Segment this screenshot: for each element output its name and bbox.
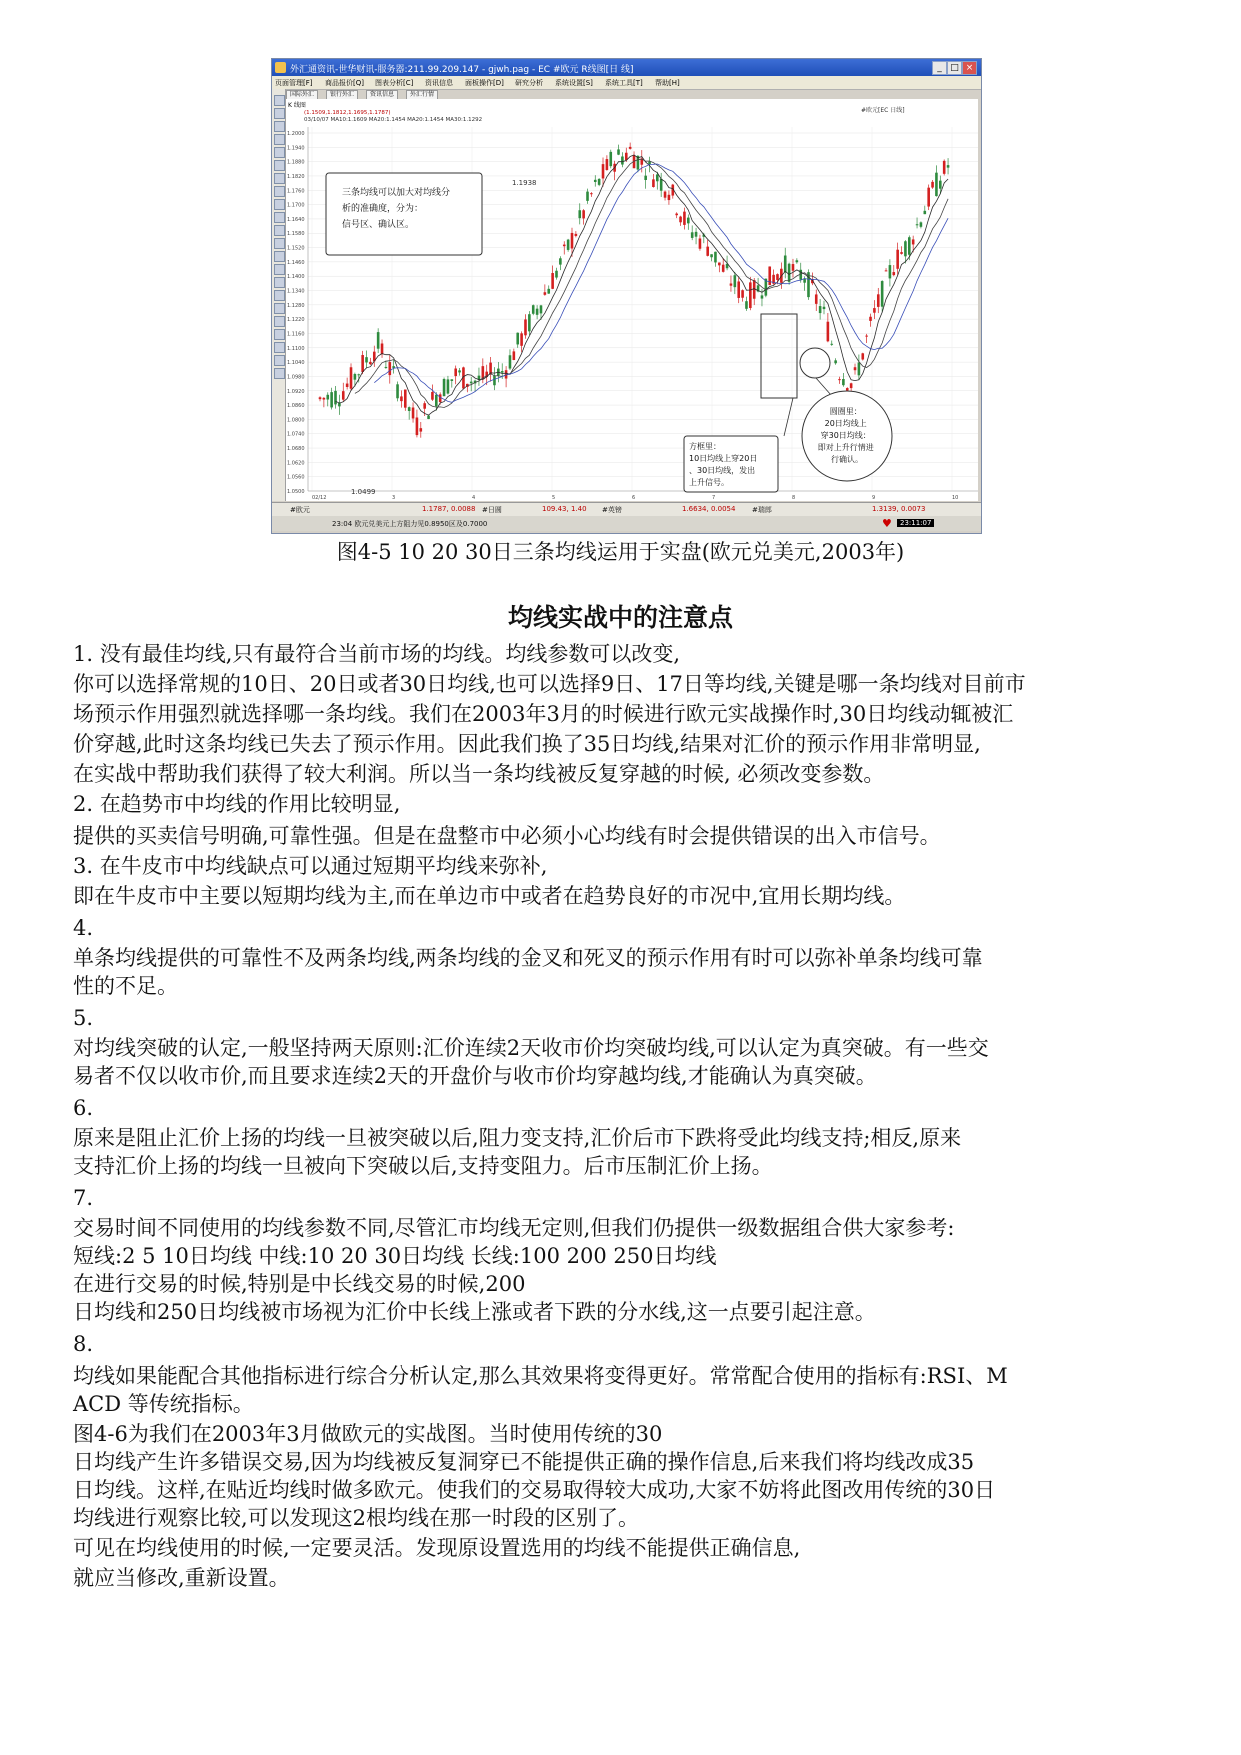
chart-header-2: (1.1509,1.1812,1.1695,1.1787) [304, 110, 391, 116]
y-tick-label: 1.1400 [287, 274, 305, 281]
body-line: ACD 等传统指标。 [73, 1392, 254, 1416]
y-tick-label: 1.0980 [287, 374, 305, 381]
candle-body [912, 239, 915, 244]
candle-body [935, 173, 938, 196]
candle-body [423, 403, 426, 409]
candle-body [396, 384, 399, 398]
candle-body [629, 147, 632, 149]
confirm-circle [800, 348, 830, 378]
window-title: 外汇通资讯-世华财讯-服务器:211.99.209.147 - gjwh.pag - EC #欧元 R线图[日 线] [290, 65, 634, 75]
candle-body [877, 294, 880, 307]
candle-body [420, 428, 423, 431]
y-tick-label: 1.1220 [287, 317, 305, 324]
body-line: 均线进行观察比较,可以发现这2根均线在那一时段的区别了。 [73, 1506, 640, 1530]
candle-body [571, 233, 574, 249]
x-tick-label: 5 [552, 495, 556, 501]
body-line: 5. [73, 1006, 94, 1030]
candle-body [319, 397, 322, 399]
candle-body [830, 344, 833, 345]
candle-body [904, 241, 907, 256]
app-icon [275, 62, 286, 73]
body-line: 性的不足。 [73, 974, 178, 998]
body-line: 在实战中帮助我们获得了较大利润。所以当一条均线被反复穿越的时候, 必须改变参数。 [73, 762, 885, 786]
quote-value: 109.43, 1.40 [542, 505, 587, 513]
toolbar-button-icon[interactable] [274, 368, 285, 379]
candle-body [575, 234, 578, 236]
candle-body [861, 353, 864, 359]
toolbar-button-icon[interactable] [274, 225, 285, 236]
candle-body [431, 392, 434, 400]
candle-body [555, 271, 558, 278]
y-tick-label: 1.1640 [287, 216, 305, 223]
candle-body [528, 314, 531, 331]
y-tick-label: 1.0560 [287, 474, 305, 481]
chart-screenshot [271, 58, 982, 534]
body-line: 提供的买卖信号明确,可靠性强。但是在盘整市中必须小心均线有时会提供错误的出入市信号。 [73, 824, 941, 848]
toolbar-button-icon[interactable] [274, 251, 285, 262]
candle-body [745, 301, 748, 309]
candle-body [586, 192, 589, 201]
candle-body [881, 281, 884, 307]
candle-body [834, 360, 837, 363]
y-tick-label: 1.1940 [287, 145, 305, 152]
candle-body [617, 149, 620, 154]
y-tick-label: 1.2000 [287, 131, 305, 137]
candle-body [540, 305, 543, 313]
x-tick-label: 6 [632, 495, 636, 501]
y-tick-label: 1.1040 [287, 360, 305, 367]
candle-body [664, 192, 667, 198]
status-bar [272, 516, 981, 531]
body-line: 日均线。这样,在贴近均线时做多欧元。使我们的交易取得较大成功,大家不妨将此图改用传统的30日 [73, 1478, 996, 1502]
candle-body [660, 179, 663, 191]
chart-header-3: 03/10/07 MA10:1.1609 MA20:1.1454 MA20:1.1454 MA30:1.1292 [304, 117, 483, 123]
candle-body [706, 247, 709, 256]
x-tick-label: 8 [792, 495, 796, 501]
body-line: 支持汇价上扬的均线一旦被向下突破以后,支持变阻力。后市压制汇价上扬。 [73, 1154, 773, 1178]
menu-item[interactable]: 帮助[H] [655, 79, 680, 87]
candle-body [846, 388, 849, 390]
candle-body [823, 307, 826, 309]
y-tick-label: 1.1880 [287, 159, 305, 166]
candle-body [749, 282, 752, 308]
candle-body [916, 224, 919, 225]
candle-body [714, 252, 717, 263]
candle-body [722, 265, 725, 272]
candle-body [493, 376, 496, 386]
toolbar-button-icon[interactable] [274, 186, 285, 197]
toolbar-button-icon[interactable] [274, 329, 285, 340]
candle-body [699, 238, 702, 248]
chart-header-right: #欧元[EC 日线] [861, 107, 905, 114]
candle-body [691, 232, 694, 238]
x-tick-label: 10 [952, 495, 959, 501]
body-line: 短线:2 5 10日均线 中线:10 20 30日均线 长线:100 200 250日均线 [73, 1244, 717, 1268]
body-line: 可见在均线使用的时候,一定要灵活。发现原设置选用的均线不能提供正确信息, [73, 1536, 801, 1560]
quote-symbol[interactable]: #英镑 [602, 506, 622, 514]
candle-body [842, 379, 845, 385]
candle-body [594, 180, 597, 182]
body-line: 图4-6为我们在2003年3月做欧元的实战图。当时使用传统的30 [73, 1422, 663, 1446]
y-tick-label: 1.1340 [287, 288, 305, 295]
candle-body [920, 222, 923, 226]
candle-body [563, 245, 566, 247]
candle-body [854, 367, 857, 370]
toolbar-button-icon[interactable] [274, 264, 285, 275]
candle-body [796, 260, 799, 262]
y-tick-label: 1.0800 [287, 417, 305, 424]
candle-body [648, 162, 651, 165]
y-tick-label: 1.1700 [287, 202, 305, 209]
y-tick-label: 1.0920 [287, 388, 305, 395]
tab-fx-quotes[interactable]: 外汇行情 [406, 90, 438, 100]
figure-caption: 图4-5 10 20 30日三条均线运用于实盘(欧元兑美元,2003年) [336, 540, 905, 564]
candle-body [947, 165, 950, 168]
body-line: 1. 没有最佳均线,只有最符合当前市场的均线。均线参数可以改变, [73, 642, 681, 666]
body-line: 原来是阻止汇价上扬的均线一旦被突破以后,阻力变支持,汇价后市下跌将受此均线支持;相反,原来 [73, 1126, 962, 1150]
candle-body [427, 416, 430, 419]
candle-body [330, 392, 333, 407]
body-line: 8. [73, 1332, 94, 1356]
annotation-square-text: 方框里： 10日均线上穿20日 、30日均线，发出 上升信号。 [689, 442, 758, 487]
candle-body [334, 391, 337, 405]
candle-body [590, 193, 593, 194]
candle-body [621, 156, 624, 164]
x-tick-label: 9 [872, 495, 876, 501]
menu-item[interactable]: 研究分析 [515, 79, 543, 87]
candle-body [900, 252, 903, 254]
candle-body [896, 250, 899, 269]
candle-body [346, 384, 349, 387]
candle-body [435, 395, 438, 407]
candle-body [858, 363, 861, 376]
candle-body [408, 407, 411, 411]
candle-body [609, 152, 612, 166]
callout-line [784, 398, 793, 436]
y-tick-label: 1.1100 [287, 345, 305, 352]
candle-body [357, 374, 360, 375]
toolbar-button-icon[interactable] [274, 173, 285, 184]
candle-body [354, 374, 357, 380]
menu-item[interactable]: 系统工具[T] [605, 79, 643, 87]
high-label: 1.1938 [512, 179, 537, 187]
candle-body [388, 362, 391, 375]
candle-body [892, 272, 895, 275]
candle-body [850, 383, 853, 388]
toolbar-button-icon[interactable] [274, 342, 285, 353]
candle-body [578, 210, 581, 218]
signal-square [761, 314, 797, 398]
candle-body [687, 218, 690, 224]
candle-body [652, 179, 655, 187]
candle-body [656, 174, 659, 181]
y-tick-label: 1.1460 [287, 259, 305, 266]
candle-body [458, 370, 461, 372]
menu-item[interactable]: 系统设置[S] [555, 79, 593, 87]
candle-body [602, 164, 605, 178]
body-line: 场预示作用强烈就选择哪一条均线。我们在2003年3月的时候进行欧元实战操作时,30日均线动辄被汇 [73, 702, 1014, 726]
candle-body [365, 357, 368, 362]
candle-body [927, 188, 930, 207]
candle-body [443, 379, 446, 396]
candle-body [447, 379, 450, 393]
candle-body [470, 382, 473, 384]
candle-body [761, 295, 764, 298]
menubar [272, 76, 981, 90]
candle-body [536, 309, 539, 315]
candle-body [803, 279, 806, 283]
body-line: 7. [73, 1186, 94, 1210]
quote-symbol[interactable]: #瑞郎 [752, 506, 772, 514]
toolbar-button-icon[interactable] [274, 121, 285, 132]
status-clock: 23:11:07 [897, 519, 934, 527]
close-icon[interactable]: × [962, 61, 977, 75]
candle-body [532, 305, 535, 314]
callout-line [816, 378, 831, 395]
candle-body [582, 210, 585, 218]
candle-body [524, 319, 527, 335]
x-tick-label: 3 [392, 495, 396, 501]
minimize-icon[interactable]: _ [932, 61, 947, 75]
body-line: 日均线产生许多错误交易,因为均线被反复洞穿已不能提供正确的操作信息,后来我们将均线改成35 [73, 1450, 975, 1474]
quote-value: 1.1787, 0.0088 [422, 505, 476, 513]
body-line: 6. [73, 1096, 94, 1120]
candle-body [392, 366, 395, 368]
candle-body [516, 333, 519, 345]
candle-body [404, 390, 407, 408]
candle-body [675, 214, 678, 216]
candle-body [710, 254, 713, 257]
candle-body [819, 306, 822, 313]
tab-bank-fx[interactable]: 银行外汇 [326, 90, 358, 100]
annotation-circle-text: 圆圈里： 20日均线上 穿30日均线： 即对上升行情进 行确认。 [817, 407, 874, 464]
candle-body [559, 258, 562, 264]
candle-body [679, 217, 682, 223]
candle-body [416, 418, 419, 436]
menu-item[interactable]: 图表分析[C] [375, 79, 414, 87]
candle-body [606, 159, 609, 170]
tab-intl-fx[interactable]: 国际外汇 [286, 90, 318, 100]
toolbar-button-icon[interactable] [274, 316, 285, 327]
body-line: 即在牛皮市中主要以短期均线为主,而在单边市中或者在趋势良好的市况中,宜用长期均线。 [73, 884, 906, 908]
candle-body [788, 264, 791, 282]
body-line: 就应当修改,重新设置。 [73, 1566, 290, 1590]
candle-body [513, 351, 516, 360]
body-line: 你可以选择常规的10日、20日或者30日均线,也可以选择9日、17日等均线,关键是哪一条均线对目前市 [73, 672, 1026, 696]
candle-body [350, 367, 353, 388]
candle-body [873, 308, 876, 313]
candle-body [544, 292, 547, 295]
y-tick-label: 1.1280 [287, 302, 305, 309]
candle-body [598, 179, 601, 185]
x-tick-label: 02/12 [312, 495, 327, 501]
candle-body [734, 275, 737, 287]
candle-body [784, 256, 787, 273]
toolbar-button-icon[interactable] [274, 290, 285, 301]
body-line: 价穿越,此时这条均线已失去了预示作用。因此我们换了35日均线,结果对汇价的预示作用非常明显, [73, 732, 981, 756]
menu-item[interactable]: 面板操作[D] [465, 79, 504, 87]
candle-body [567, 240, 570, 250]
section-title: 均线实战中的注意点 [507, 603, 733, 632]
candle-body [718, 263, 721, 266]
candle-body [931, 182, 934, 188]
tab-news[interactable]: 资讯信息 [366, 90, 398, 100]
body-line: 交易时间不同使用的均线参数不同,尽管汇市均线无定则,但我们仍提供一级数据组合供大家参考: [73, 1216, 955, 1240]
x-tick-label: 4 [472, 495, 476, 501]
y-tick-label: 1.1520 [287, 245, 305, 252]
low-label: 1.0499 [351, 488, 376, 496]
toolbar-button-icon[interactable] [274, 212, 285, 223]
toolbar-button-icon[interactable] [274, 147, 285, 158]
candle-body [869, 317, 872, 321]
candle-body [323, 398, 326, 400]
candle-body [768, 266, 771, 285]
candle-body [501, 371, 504, 373]
candle-body [908, 237, 911, 255]
toolbar-button-icon[interactable] [274, 95, 285, 106]
menu-item[interactable]: 商品报价[Q] [325, 79, 364, 87]
candle-body [838, 379, 841, 380]
annotation-main-text: 三条均线可以加大对均线分 析的准确度，分为： 信号区、确认区。 [342, 188, 451, 230]
candle-body [865, 336, 868, 337]
candle-body [381, 344, 384, 355]
candle-body [547, 289, 550, 294]
candle-body [815, 294, 818, 303]
body-line: 在进行交易的时候,特别是中长线交易的时候,200 [73, 1272, 526, 1296]
candle-body [939, 181, 942, 189]
candle-body [730, 283, 733, 285]
quote-value: 1.6634, 0.0054 [682, 505, 736, 513]
toolbar-button-icon[interactable] [274, 160, 285, 171]
quote-symbol[interactable]: #日圆 [482, 506, 502, 514]
quote-bar [272, 502, 981, 516]
y-tick-label: 1.0500 [287, 489, 305, 495]
body-line: 均线如果能配合其他指标进行综合分析认定,那么其效果将变得更好。常常配合使用的指标有:RSI、M [73, 1364, 1008, 1388]
chart-header-1: K 线图 [288, 102, 306, 109]
candle-body [326, 395, 329, 400]
toolbar-button-icon[interactable] [274, 355, 285, 366]
candle-body [520, 333, 523, 345]
toolbar-button-icon[interactable] [274, 134, 285, 145]
candle-body [792, 264, 795, 271]
toolbar-button-icon[interactable] [274, 238, 285, 249]
candle-body [451, 379, 454, 381]
y-tick-label: 1.0680 [287, 446, 305, 453]
candle-body [924, 211, 927, 214]
candle-body [644, 176, 647, 180]
y-tick-label: 1.1760 [287, 188, 305, 195]
candle-body [551, 273, 554, 289]
menu-item[interactable]: 页面管理[F] [275, 79, 313, 87]
candle-body [668, 195, 671, 200]
chart-area [286, 99, 978, 501]
body-line: 日均线和250日均线被市场视为汇价中长线上涨或者下跌的分水线,这一点要引起注意。 [73, 1300, 876, 1324]
y-tick-label: 1.0740 [287, 431, 305, 438]
candle-body [412, 408, 415, 419]
candle-body [342, 391, 345, 400]
maximize-icon[interactable]: □ [947, 61, 962, 75]
status-news: 23:04 欧元兑美元上方阻力见0.8950区及0.7000 [332, 520, 488, 528]
candle-body [885, 270, 888, 271]
body-line: 4. [73, 916, 94, 940]
x-tick-label: 7 [712, 495, 716, 501]
body-line: 3. 在牛皮市中均线缺点可以通过短期平均线来弥补, [73, 854, 548, 878]
candlestick-chart [286, 99, 978, 501]
toolbar-button-icon[interactable] [274, 277, 285, 288]
body-line: 易者不仅以收市价,而且要求连续2天的开盘价与收市价均穿越均线,才能确认为真突破。 [73, 1064, 877, 1088]
candle-body [509, 355, 512, 368]
toolbar-button-icon[interactable] [274, 108, 285, 119]
candle-body [400, 396, 403, 401]
window-titlebar [272, 59, 981, 76]
candle-body [943, 161, 946, 174]
annotation-main-box [326, 173, 482, 255]
quote-symbol[interactable]: #欧元 [290, 506, 310, 514]
side-toolbar [272, 89, 286, 501]
candle-body [741, 290, 744, 298]
candle-body [889, 265, 892, 278]
toolbar-button-icon[interactable] [274, 303, 285, 314]
y-tick-label: 1.1820 [287, 173, 305, 180]
candle-body [776, 274, 779, 280]
candle-body [369, 362, 372, 364]
candle-body [454, 368, 457, 376]
y-tick-label: 1.0620 [287, 460, 305, 467]
candle-body [737, 281, 740, 297]
y-tick-label: 1.0860 [287, 403, 305, 410]
candle-body [827, 322, 830, 342]
candle-body [695, 232, 698, 237]
toolbar-button-icon[interactable] [274, 199, 285, 210]
body-line: 2. 在趋势市中均线的作用比较明显, [73, 792, 401, 816]
body-line: 对均线突破的认定,一般坚持两天原则:汇价连续2天收市价均突破均线,可以认定为真突破。有一些交 [73, 1036, 989, 1060]
candle-body [361, 355, 364, 372]
candle-body [377, 332, 380, 349]
y-tick-label: 1.1580 [287, 231, 305, 238]
candle-body [338, 403, 341, 406]
menu-item[interactable]: 资讯信息 [425, 79, 453, 87]
y-tick-label: 1.1160 [287, 331, 305, 338]
candle-body [683, 212, 686, 225]
body-line: 单条均线提供的可靠性不及两条均线,两条均线的金叉和死叉的预示作用有时可以弥补单条均线可靠 [73, 946, 983, 970]
quote-value: 1.3139, 0.0073 [872, 505, 926, 513]
heart-icon: ♥ [882, 517, 892, 530]
candle-body [385, 367, 388, 368]
